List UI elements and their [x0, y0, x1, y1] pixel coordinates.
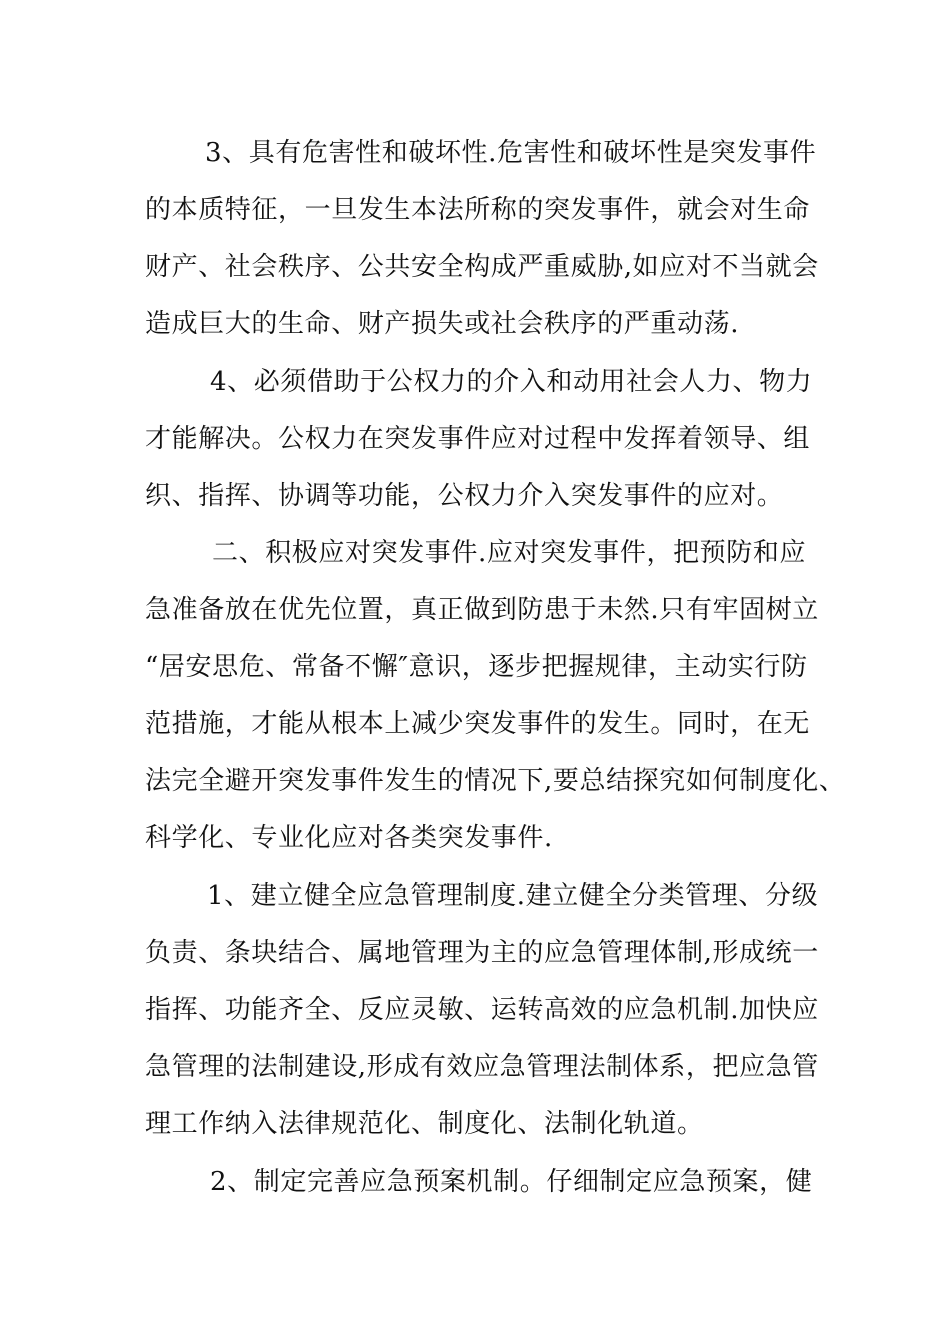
text-line: 造成巨大的生命、财产损失或社会秩序的严重动荡. — [145, 309, 740, 339]
text-line: 的本质特征，一旦发生本法所称的突发事件，就会对生命 — [145, 195, 811, 225]
text-line: 才能解决。公权力在突发事件应对过程中发挥着领导、组 — [145, 424, 811, 454]
text-line: 财产、社会秩序、公共安全构成严重威胁,如应对不当就会 — [145, 252, 819, 282]
text-line: 急准备放在优先位置，真正做到防患于未然.只有牢固树立 — [145, 595, 819, 625]
text-line: 急管理的法制建设,形成有效应急管理法制体系，把应急管 — [145, 1052, 819, 1082]
text-line: 织、指挥、协调等功能，公权力介入突发事件的应对。 — [145, 481, 784, 511]
text-line: 二、积极应对突发事件.应对突发事件，把预防和应 — [212, 538, 807, 568]
text-line: 法完全避开突发事件发生的情况下,要总结探究如何制度化、 — [145, 766, 846, 796]
text-line: 3、具有危害性和破坏性.危害性和破坏性是突发事件 — [205, 138, 817, 168]
text-line: 指挥、功能齐全、反应灵敏、运转高效的应急机制.加快应 — [145, 995, 819, 1025]
text-line: 2、制定完善应急预案机制。仔细制定应急预案，健 — [210, 1167, 813, 1197]
text-line: “居安思危、常备不懈″意识，逐步把握规律，主动实行防 — [145, 652, 808, 682]
text-line: 科学化、专业化应对各类突发事件. — [145, 823, 553, 853]
text-line: 范措施，才能从根本上减少突发事件的发生。同时，在无 — [145, 709, 811, 739]
text-line: 负责、条块结合、属地管理为主的应急管理体制,形成统一 — [145, 938, 819, 968]
text-line: 4、必须借助于公权力的介入和动用社会人力、物力 — [210, 367, 813, 397]
text-line: 理工作纳入法律规范化、制度化、法制化轨道。 — [145, 1109, 704, 1139]
text-line: 1、建立健全应急管理制度.建立健全分类管理、分级 — [207, 881, 819, 911]
